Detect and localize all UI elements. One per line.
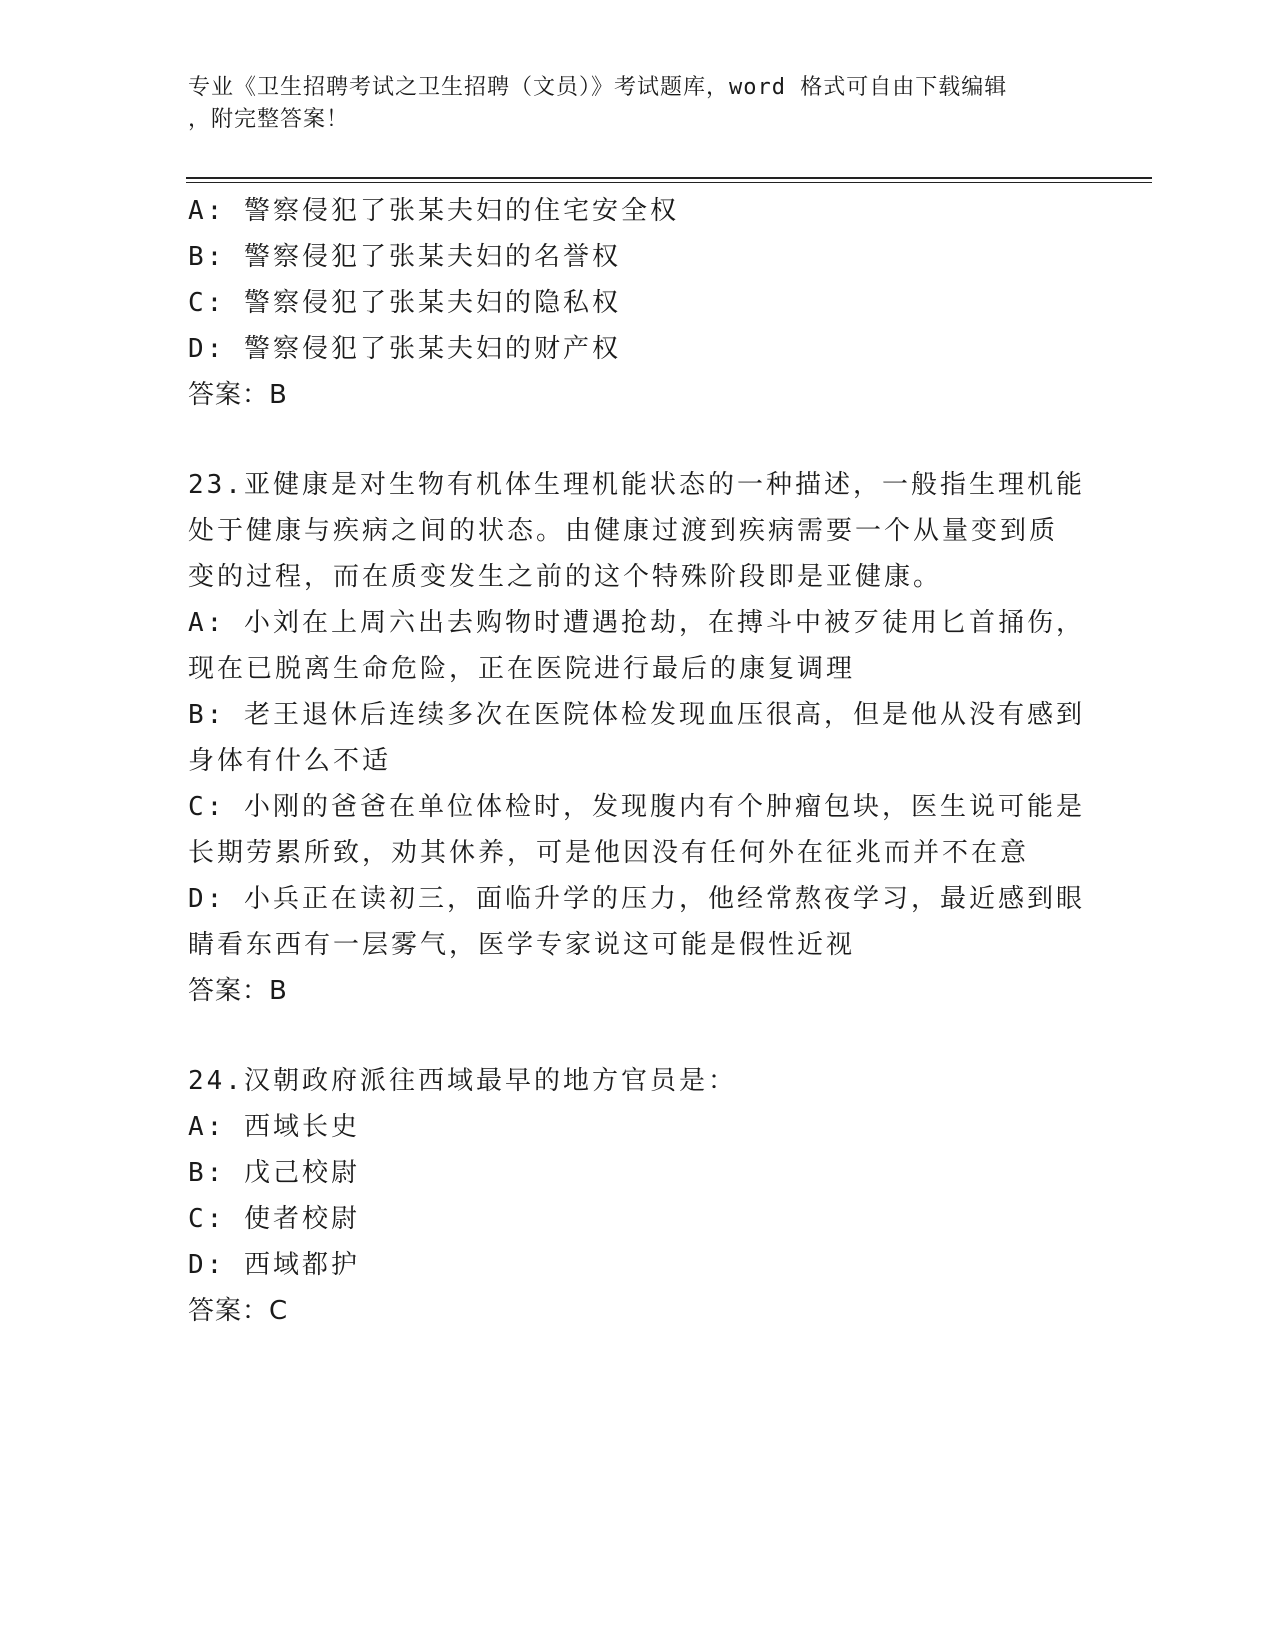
option-c: C: 使者校尉: [188, 1204, 360, 1234]
question-content: [188, 188, 1088, 1334]
question-stem-line: 处于健康与疾病之间的状态。由健康过渡到疾病需要一个从量变到质: [188, 516, 1059, 546]
question-23: [188, 462, 1088, 1014]
option-a: A: 警察侵犯了张某夫妇的住宅安全权: [188, 196, 679, 226]
option-a-continued: 现在已脱离生命危险，正在医院进行最后的康复调理: [188, 654, 856, 684]
option-d: D: 小兵正在读初三，面临升学的压力，他经常熬夜学习，最近感到眼: [188, 884, 1085, 914]
option-c: C: 小刚的爸爸在单位体检时，发现腹内有个肿瘤包块，医生说可能是: [188, 792, 1085, 822]
answer-line: 答案：B: [188, 380, 288, 410]
option-b: B: 戊己校尉: [188, 1158, 360, 1188]
header-rule-thin: [186, 182, 1152, 183]
option-b-continued: 身体有什么不适: [188, 746, 392, 776]
option-a: A: 西域长史: [188, 1112, 360, 1142]
question-stem-line: 23.亚健康是对生物有机体生理机能状态的一种描述，一般指生理机能: [188, 470, 1085, 500]
option-b: B: 老王退休后连续多次在医院体检发现血压很高，但是他从没有感到: [188, 700, 1085, 730]
answer-line: 答案：C: [188, 1296, 289, 1326]
option-d: D: 警察侵犯了张某夫妇的财产权: [188, 334, 621, 364]
question-22: [188, 188, 1088, 418]
answer-line: 答案：B: [188, 976, 288, 1006]
option-c: C: 警察侵犯了张某夫妇的隐私权: [188, 288, 621, 318]
document-header: [188, 72, 1068, 136]
question-stem-line: 变的过程，而在质变发生之前的这个特殊阶段即是亚健康。: [188, 562, 943, 592]
question-spacer: [188, 1014, 1088, 1058]
option-d: D: 西域都护: [188, 1250, 360, 1280]
question-spacer: [188, 418, 1088, 462]
header-line-2: ，附完整答案！: [188, 107, 350, 132]
question-stem-line: 24.汉朝政府派往西域最早的地方官员是：: [188, 1066, 737, 1096]
option-c-continued: 长期劳累所致，劝其休养，可是他因没有任何外在征兆而并不在意: [188, 838, 1030, 868]
header-rule-thick: [186, 177, 1152, 179]
header-line-1: 专业《卫生招聘考试之卫生招聘（文员）》考试题库，word 格式可自由下载编辑: [188, 75, 1008, 100]
option-b: B: 警察侵犯了张某夫妇的名誉权: [188, 242, 621, 272]
option-a: A: 小刘在上周六出去购物时遭遇抢劫，在搏斗中被歹徒用匕首捅伤，: [188, 608, 1085, 638]
option-d-continued: 睛看东西有一层雾气，医学专家说这可能是假性近视: [188, 930, 856, 960]
question-24: [188, 1058, 1088, 1334]
